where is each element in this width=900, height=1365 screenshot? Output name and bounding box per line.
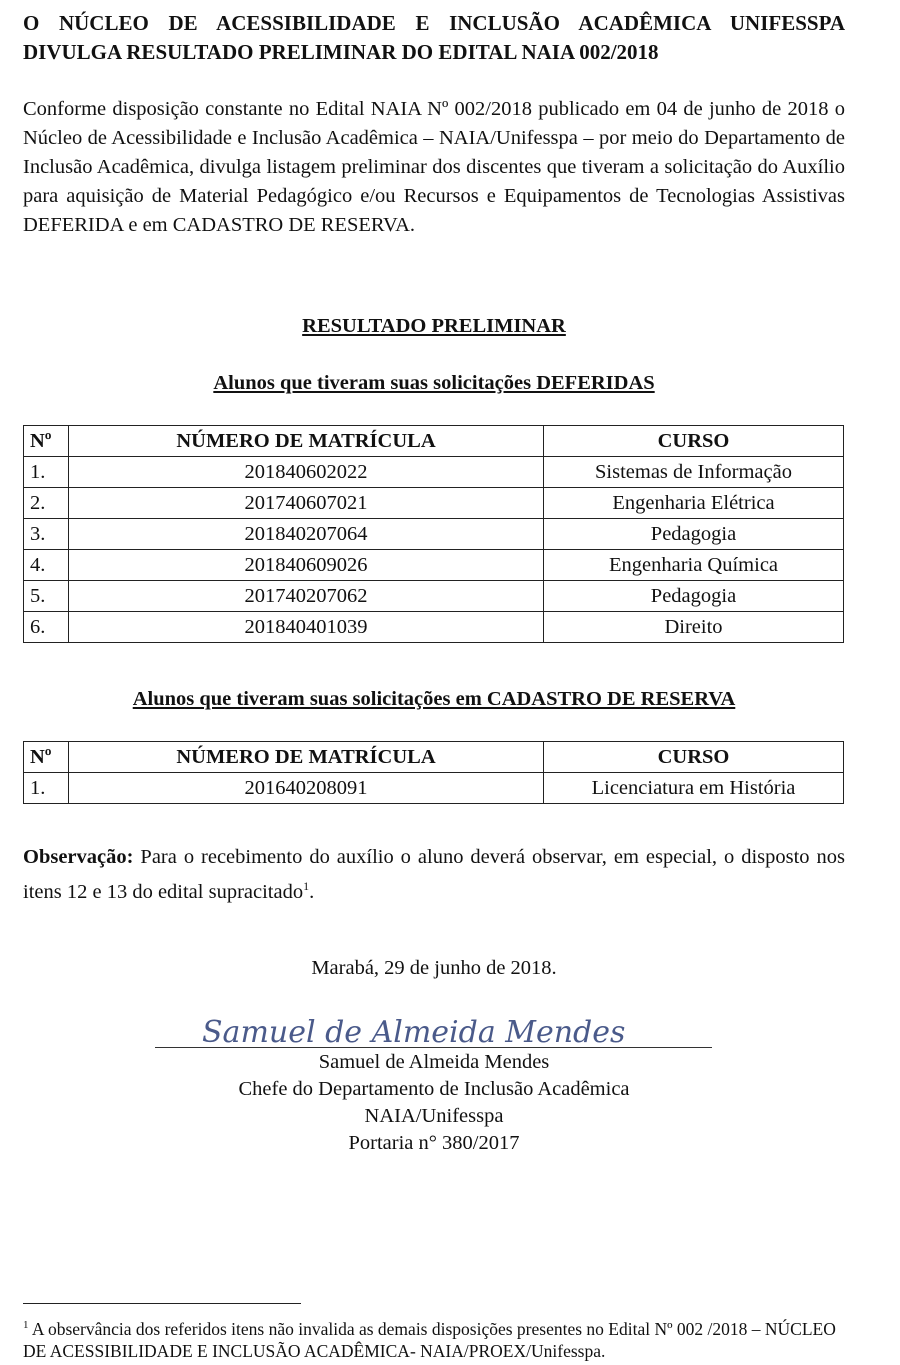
table-row (24, 519, 844, 550)
table-row (24, 612, 844, 643)
observation-paragraph (23, 843, 845, 907)
row-curso: Engenharia Elétrica (544, 488, 844, 519)
row-num: 1. (24, 457, 69, 488)
row-matricula: 201840602022 (69, 457, 544, 488)
row-curso: Engenharia Química (544, 550, 844, 581)
row-num: 1. (24, 773, 69, 804)
signer-unit: NAIA/Unifesspa (364, 1105, 504, 1127)
signature-line (155, 1047, 712, 1048)
footnote-text: A observância dos referidos itens não invalida as demais disposições presentes no Edital Nº 002 /2018 – NÚCLEO DE ACESSIBILIDADE E INCLUSÃO ACADÊMICA- NAIA/PROEX/Unifesspa. (23, 1318, 836, 1361)
footnote (23, 1314, 845, 1362)
result-heading: RESULTADO PRELIMINAR (302, 315, 566, 337)
table-header-row (24, 426, 844, 457)
row-curso: Sistemas de Informação (544, 457, 844, 488)
table-row (24, 773, 844, 804)
signer-name: Samuel de Almeida Mendes (318, 1051, 550, 1073)
row-matricula: 201740607021 (69, 488, 544, 519)
intro-paragraph: Conforme disposição constante no Edital NAIA Nº 002/2018 publicado em 04 de junho de 2018 o Núcleo de Acessibilidade e Inclusão Acadêmica – NAIA/Unifesspa – por meio do Departamento de Inclusão Acadêmica, divulga listagem preliminar dos discentes que tiveram a solicitação do Auxílio para aquisição de Material Pedagógico e/ou Recursos e Equipamentos de Tecnologias Assistivas DEFERIDA e em CADASTRO DE RESERVA. (23, 98, 845, 236)
reserva-table (23, 741, 844, 804)
table-row (24, 550, 844, 581)
column-header-matricula: NÚMERO DE MATRÍCULA (69, 742, 544, 773)
column-header-matricula: NÚMERO DE MATRÍCULA (69, 426, 544, 457)
deferidas-heading: Alunos que tiveram suas solicitações DEFERIDAS (213, 372, 655, 394)
row-matricula: 201840207064 (69, 519, 544, 550)
observation-end: . (309, 880, 315, 903)
row-num: 2. (24, 488, 69, 519)
row-num: 3. (24, 519, 69, 550)
signature-script: Samuel de Almeida Mendes (202, 1015, 626, 1050)
row-curso: Licenciatura em História (544, 773, 844, 804)
reserva-heading: Alunos que tiveram suas solicitações em CADASTRO DE RESERVA (132, 688, 736, 710)
column-header-num: Nº (24, 742, 69, 773)
document-title: O NÚCLEO DE ACESSIBILIDADE E INCLUSÃO ACADÊMICA UNIFESSPA DIVULGA RESULTADO PRELIMINAR DO EDITAL NAIA 002/2018 (23, 11, 845, 64)
row-num: 6. (24, 612, 69, 643)
row-matricula: 201640208091 (69, 773, 544, 804)
column-header-curso: CURSO (544, 742, 844, 773)
table-header-row (24, 742, 844, 773)
row-curso: Direito (544, 612, 844, 643)
row-matricula: 201840609026 (69, 550, 544, 581)
footnote-separator (23, 1303, 301, 1304)
deferidas-table (23, 425, 844, 643)
signer-block (0, 1049, 868, 1157)
signer-role: Chefe do Departamento de Inclusão Acadêmica (238, 1078, 630, 1100)
observation-text: Para o recebimento do auxílio o aluno deverá observar, em especial, o disposto nos itens 12 e 13 do edital supracitado (23, 846, 845, 903)
observation-label: Observação: (23, 846, 134, 868)
row-curso: Pedagogia (544, 519, 844, 550)
row-num: 4. (24, 550, 69, 581)
row-num: 5. (24, 581, 69, 612)
row-matricula: 201840401039 (69, 612, 544, 643)
table-row (24, 488, 844, 519)
table-row (24, 457, 844, 488)
place-date: Marabá, 29 de junho de 2018. (311, 957, 557, 979)
signer-portaria: Portaria n° 380/2017 (348, 1132, 520, 1154)
row-matricula: 201740207062 (69, 581, 544, 612)
table-row (24, 581, 844, 612)
footnote-marker: 1 (23, 1319, 29, 1331)
column-header-num: Nº (24, 426, 69, 457)
row-curso: Pedagogia (544, 581, 844, 612)
footnote-reference: 1 (303, 879, 310, 893)
column-header-curso: CURSO (544, 426, 844, 457)
